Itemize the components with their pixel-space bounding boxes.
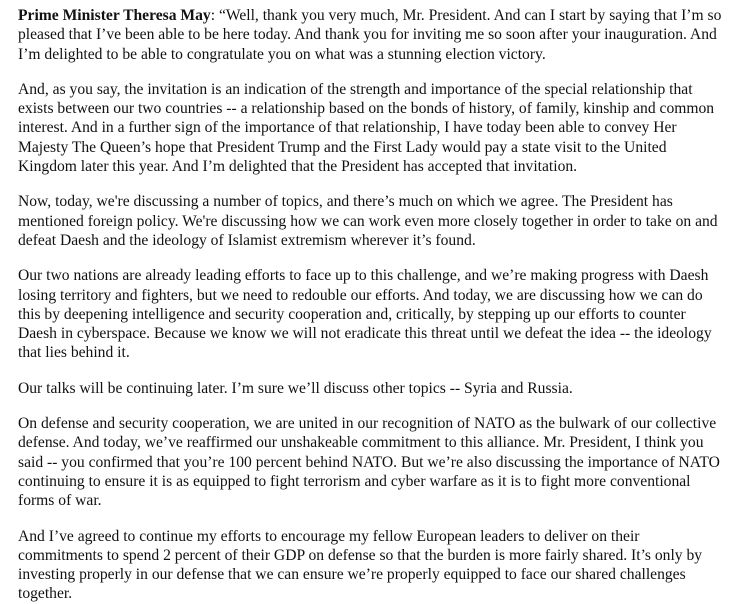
paragraph-3: Now, today, we're discussing a number of topics, and there’s much on which we agree. The President has mentioned foreign policy. We're discussing how we can work even more closely together in order to take on and defeat Daesh and the ideology of Islamist extremism wherever it’s found. <box>18 193 718 249</box>
paragraph-5: Our talks will be continuing later. I’m sure we’ll discuss other topics -- Syria and Russia. <box>18 379 573 397</box>
paragraph-4: Our two nations are already leading efforts to face up to this challenge, and we’re making progress with Daesh losing territory and fighters, but we need to redouble our efforts. And today, we are discussing how we can do this by deepening intelligence and security cooperation and, critically, by stepping up our efforts to counter Daesh in cyberspace. Because we know we will not eradicate this threat until we defeat the idea -- the ideology that lies behind it. <box>18 267 712 362</box>
paragraph-2: And, as you say, the invitation is an indication of the strength and importance of the special relationship that exists between our two countries -- a relationship based on the bonds of history, of family, kinship and common interest. And in a further sign of the importance of that relationship, I have today been able to convey Her Majesty The Queen’s hope that President Trump and the First Lady would pay a state visit to the United Kingdom later this year. And I’m delighted that the President has accepted that invitation. <box>18 80 715 176</box>
paragraph-1 <box>18 6 723 64</box>
speaker-name: Prime Minister Theresa May <box>18 7 211 24</box>
paragraph-1-text: “Well, thank you very much, Mr. President. And can I start by saying that I’m so pleased that I’ve been able to be here today. And thank you for inviting me so soon after your inauguration. And I’m delighted to be able to congratulate you on what was a stunning election victory. <box>18 7 722 63</box>
paragraph-7: And I’ve agreed to continue my efforts to encourage my fellow European leaders to deliver on their commitments to spend 2 percent of their GDP on defense so that the burden is more fairly shared. It’s only by investing properly in our defense that we can ensure we’re properly equipped to face our shared challenges together. <box>18 527 703 603</box>
speaker-separator: : <box>210 7 219 24</box>
paragraph-6: On defense and security cooperation, we are united in our recognition of NATO as the bulwark of our collective defense. And today, we’ve reaffirmed our unshakeable commitment to this alliance. Mr. President, I think you said -- you confirmed that you’re 100 percent behind NATO. But we’re also discussing the importance of NATO continuing to ensure it is as equipped to fight terrorism and cyber warfare as it is to fight more conventional forms of war. <box>18 415 720 510</box>
